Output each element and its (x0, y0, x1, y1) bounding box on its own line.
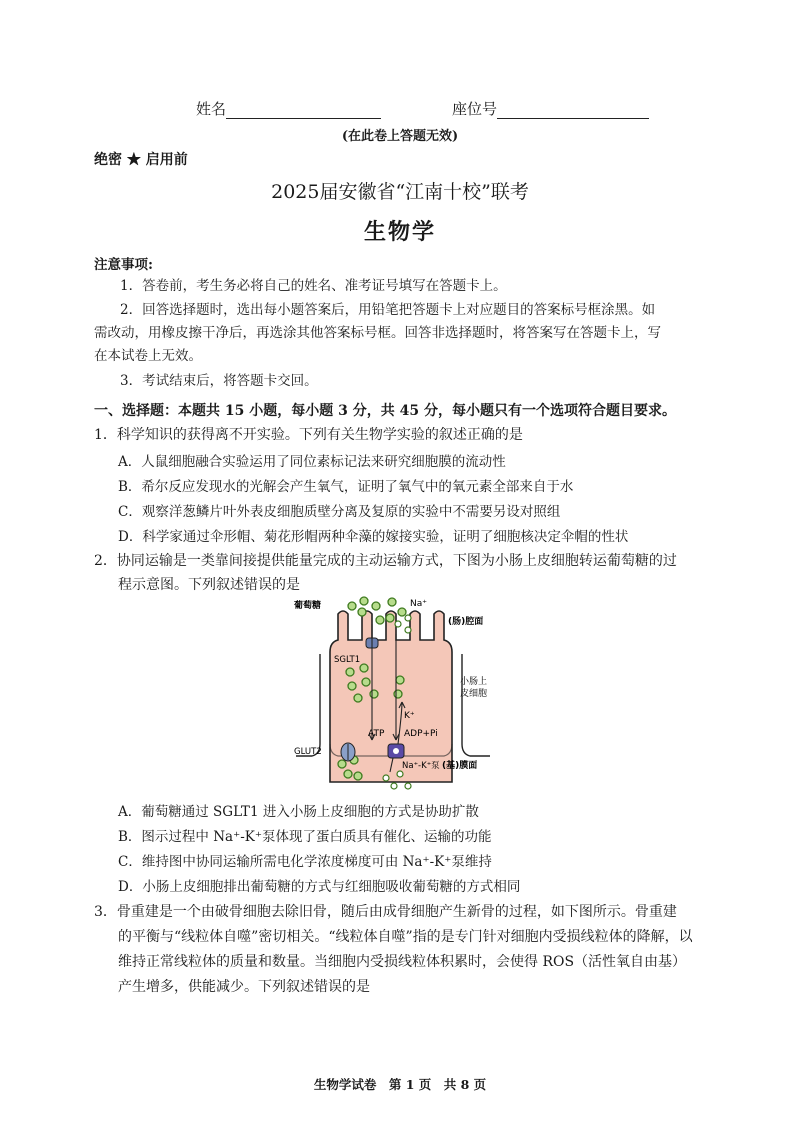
notice-item-3: 3．考试结束后，将答题卡交回。 (120, 373, 318, 389)
label-pump: Na⁺-K⁺泵 (402, 761, 440, 771)
right-neighbour-membrane (462, 654, 490, 756)
label-adp: ADP+Pi (404, 729, 438, 739)
label-cell-line2: 皮细胞 (460, 689, 488, 699)
seat-field (452, 98, 649, 119)
label-sglt1: SGLT1 (334, 655, 361, 665)
name-label: 姓名 (196, 100, 227, 118)
label-na-top: Na⁺ (410, 599, 427, 609)
page-footer: 生物学试卷 第 1 页 共 8 页 (313, 1077, 487, 1092)
seat-blank (497, 100, 649, 119)
label-basal: (基)膜面 (442, 761, 478, 771)
label-glucose: 葡萄糖 (294, 601, 322, 611)
q2-stem-line1: 2．协同运输是一类靠间接提供能量完成的主动运输方式，下图为小肠上皮细胞转运葡萄糖的过 (94, 553, 677, 569)
section-heading: 一、选择题：本题共 15 小题，每小题 3 分，共 45 分，每小题只有一个选项符合题目要求。 (94, 403, 676, 419)
q1-option-d: D．科学家通过伞形帽、菊花形帽两种伞藻的嫁接实验，证明了细胞核决定伞帽的性状 (118, 529, 629, 545)
q2-option-d: D．小肠上皮细胞排出葡萄糖的方式与红细胞吸收葡萄糖的方式相同 (118, 879, 521, 895)
left-neighbour-membrane (296, 654, 320, 756)
q1-option-a: A．人鼠细胞融合实验运用了同位素标记法来研究细胞膜的流动性 (118, 454, 506, 470)
glucose-transport-figure (290, 594, 500, 794)
label-atp: ATP (368, 729, 385, 739)
subject-title: 生物学 (363, 219, 436, 245)
q1-option-c: C．观察洋葱鳞片叶外表皮细胞质壁分离及复原的实验中不需要另设对照组 (118, 504, 561, 520)
label-cell-line1: 小肠上 (460, 677, 488, 687)
exam-title: 2025届安徽省“江南十校”联考 (271, 181, 529, 203)
q2-option-b: B．图示过程中 Na⁺-K⁺泵体现了蛋白质具有催化、运输的功能 (118, 829, 492, 845)
label-glut2: GLUT2 (294, 747, 322, 757)
secret-label: 绝密 ★ 启用前 (94, 152, 188, 168)
q3-line3: 维持正常线粒体的质量和数量。当细胞内受损线粒体积累时，会使得 ROS（活性氧自由基） (118, 954, 687, 970)
q2-option-a: A．葡萄糖通过 SGLT1 进入小肠上皮细胞的方式是协助扩散 (118, 804, 479, 820)
glut2-transporter (341, 743, 355, 761)
na-k-pump (388, 744, 404, 758)
q2-option-c: C．维持图中协同运输所需电化学浓度梯度可由 Na⁺-K⁺泵维持 (118, 854, 492, 870)
q1-stem: 1．科学知识的获得离不开实验。下列有关生物学实验的叙述正确的是 (94, 427, 523, 443)
notice-item-1: 1．答卷前，考生务必将自己的姓名、准考证号填写在答题卡上。 (120, 278, 507, 294)
notice-item-2-line1: 2．回答选择题时，选出每小题答案后，用铅笔把答题卡上对应题目的答案标号框涂黑。如 (120, 302, 656, 318)
q3-line1: 3．骨重建是一个由破骨细胞去除旧骨，随后由成骨细胞产生新骨的过程，如下图所示。骨重建 (94, 904, 677, 920)
label-k: K⁺ (404, 711, 415, 721)
seat-label: 座位号 (452, 100, 498, 118)
label-lumen: (肠)腔面 (448, 617, 484, 627)
notice-heading: 注意事项: (94, 257, 153, 273)
notice-item-2-line3: 在本试卷上无效。 (94, 348, 202, 364)
q3-line2: 的平衡与“线粒体自噬”密切相关。“线粒体自噬”指的是专门针对细胞内受损线粒体的降解，以 (118, 929, 693, 945)
notice-item-2-line2: 需改动，用橡皮擦干净后，再选涂其他答案标号框。回答非选择题时，将答案写在答题卡上，写 (94, 325, 661, 341)
name-blank (226, 100, 381, 119)
q2-stem-line2: 程示意图。下列叙述错误的是 (118, 577, 300, 593)
invalid-note: (在此卷上答题无效) (341, 129, 459, 144)
name-field (196, 98, 381, 119)
q1-option-b: B．希尔反应发现水的光解会产生氧气，证明了氧气中的氧元素全部来自于水 (118, 479, 574, 495)
q3-line4: 产生增多，供能减少。下列叙述错误的是 (118, 979, 370, 995)
